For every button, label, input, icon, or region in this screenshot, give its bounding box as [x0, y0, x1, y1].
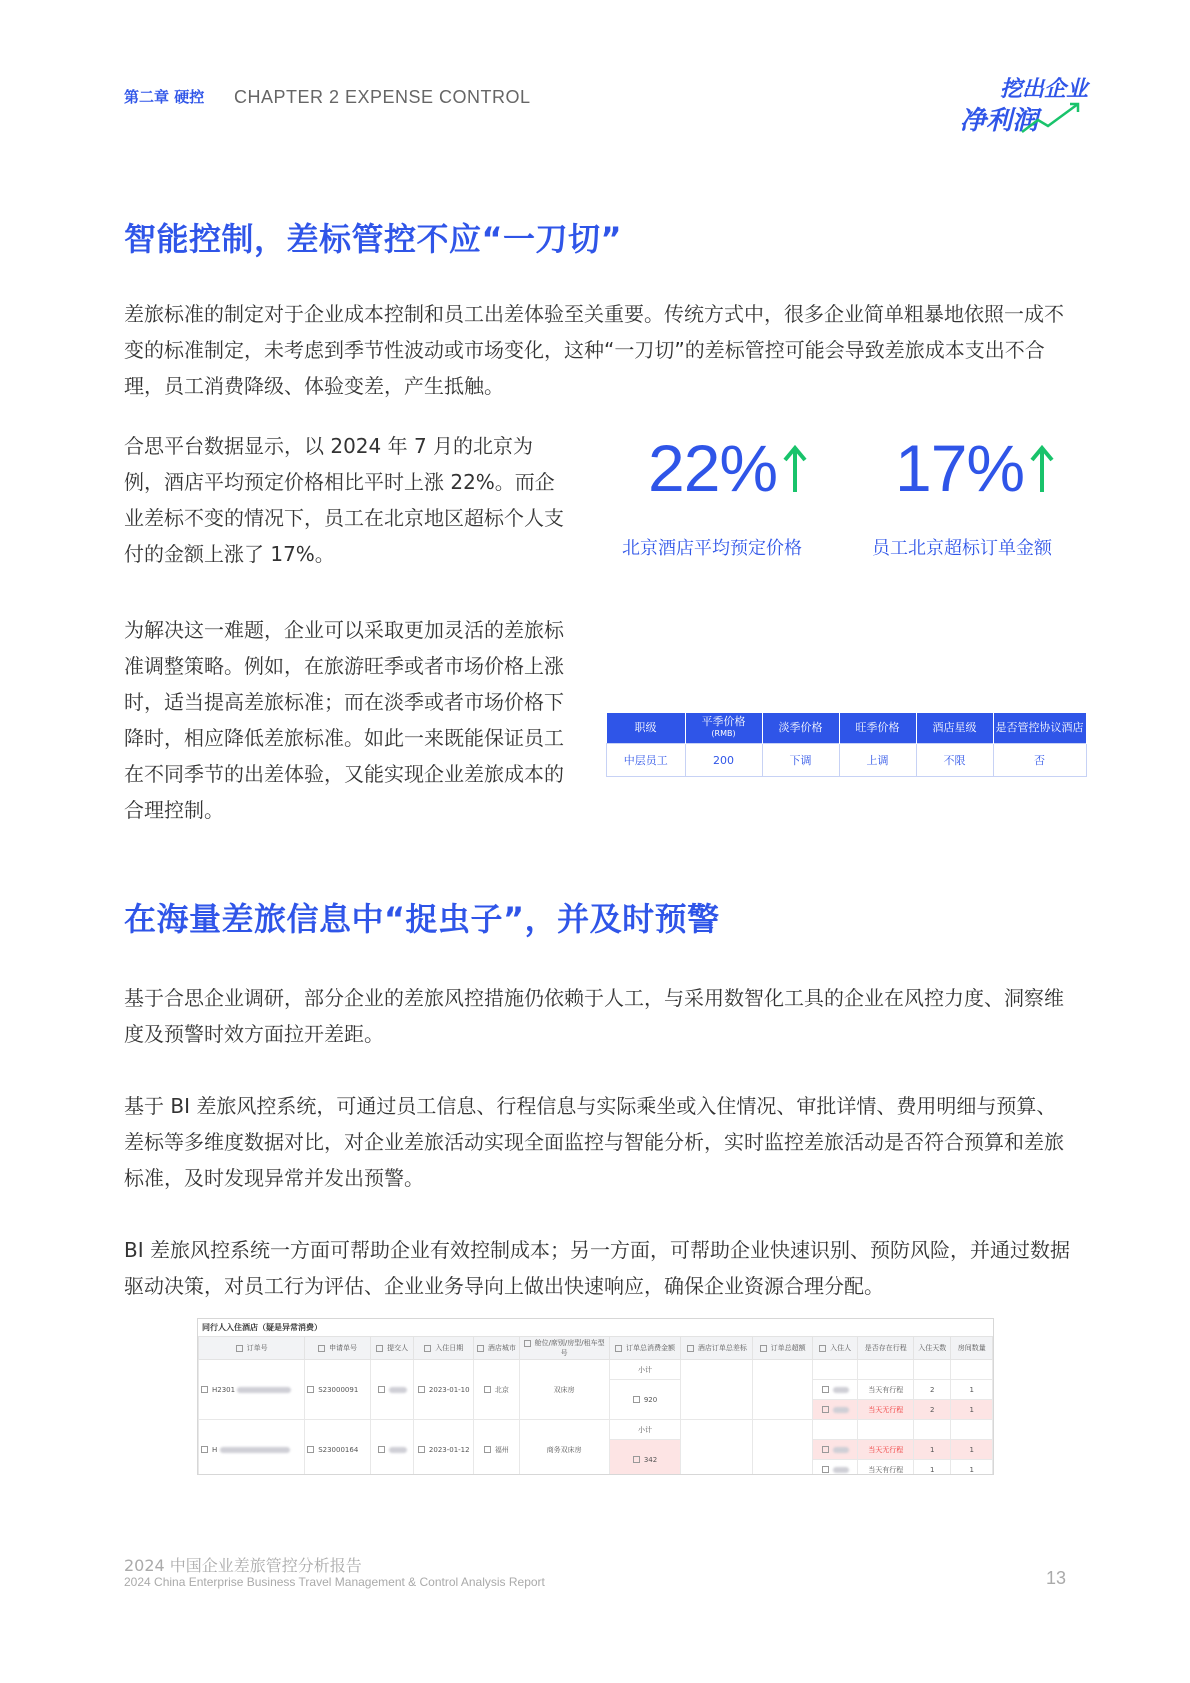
- logo-growth-arrow-icon: [1020, 100, 1084, 136]
- logo-line1: 挖出企业: [1000, 76, 1089, 102]
- cell-normal-price: 200: [685, 744, 762, 777]
- section1-solution-paragraph: 为解决这一难题，企业可以采取更加灵活的差旅标准调整策略。例如，在旅游旺季或者市场价格上涨时，适当提高差旅标准；而在淡季或者市场价格下降时，相应降低差旅标准。如此一来既能保证员工在不同季节的出差体验，又能实现企业差旅成本的合理控制。: [124, 618, 564, 822]
- table-row: 342 当天无行程 1 1: [199, 1440, 993, 1460]
- col-off-season: 淡季价格: [762, 713, 839, 744]
- table-row: 当天无行程 2 1: [199, 1400, 993, 1420]
- col-agreement-hotel: 是否管控协议酒店: [993, 713, 1086, 744]
- section1-title: 智能控制，差标管控不应“一刀切”: [124, 220, 623, 258]
- stat-hotel-price-label: 北京酒店平均预定价格: [622, 538, 802, 559]
- cell-agreement-hotel: 否: [993, 744, 1086, 777]
- cell-peak-season: 上调: [839, 744, 916, 777]
- cell-grade: 中层员工: [607, 744, 686, 777]
- section1-data-paragraph: 合思平台数据显示，以 2024 年 7 月的北京为例，酒店平均预定价格相比平时上涨 22%。而企业差标不变的情况下，员工在北京地区超标个人支付的金额上涨了 17%。: [124, 434, 564, 566]
- footer-title-cn: 2024 中国企业差旅管控分析报告: [124, 1556, 362, 1575]
- col-peak-season: 旺季价格: [839, 713, 916, 744]
- section2-paragraph3: BI 差旅风控系统一方面可帮助企业有效控制成本；另一方面，可帮助企业快速识别、预防风险，并通过数据驱动决策，对员工行为评估、企业业务导向上做出快速响应，确保企业资源合理分配。: [124, 1238, 1070, 1298]
- section1-intro: 差旅标准的制定对于企业成本控制和员工出差体验至关重要。传统方式中，很多企业简单粗暴地依照一成不变的标准制定，未考虑到季节性波动或市场变化，这种“一刀切”的差标管控可能会导致差旅成本支出不合理，员工消费降级、体验变差，产生抵触。: [124, 302, 1064, 398]
- page-number: 13: [1046, 1568, 1067, 1588]
- chapter-label: 第二章 硬控: [124, 88, 205, 106]
- section2-paragraph1: 基于合思企业调研，部分企业的差旅风控措施仍依赖于人工，与采用数智化工具的企业在风控力度、洞察维度及预警时效方面拉开差距。: [124, 986, 1064, 1046]
- table-header-row: 订单号 申请单号 提交人 入住日期 酒店城市 舱位/席别/房型/租车型号 订单总消费金额 酒店订单总差标 订单总超额 入住人 是否存在行程 入住天数 房间数量: [199, 1337, 993, 1360]
- section2-title: 在海量差旅信息中“捉虫子”，并及时预警: [124, 900, 720, 938]
- footer-title-en: 2024 China Enterprise Business Travel Management & Control Analysis Report: [124, 1575, 545, 1589]
- table-row: 920 当天有行程 2 1: [199, 1380, 993, 1400]
- section2-paragraph2: 基于 BI 差旅风控系统，可通过员工信息、行程信息与实际乘坐或入住情况、审批详情、费用明细与预算、差标等多维度数据对比，对企业差旅活动实现全面监控与智能分析，实时监控差旅活动是否符合预算和差旅标准，及时发现异常并发出预警。: [124, 1094, 1064, 1190]
- stat-over-budget-value: 17%: [895, 431, 1025, 505]
- anomaly-table: [198, 1336, 993, 1475]
- bi-report-screenshot: [197, 1318, 994, 1475]
- table-row: [607, 744, 1087, 777]
- up-arrow-icon: [782, 444, 808, 494]
- col-hotel-star: 酒店星级: [916, 713, 993, 744]
- cell-off-season: 下调: [762, 744, 839, 777]
- up-arrow-icon: [1029, 444, 1055, 494]
- logo-line2: 净利润: [960, 106, 1039, 136]
- col-grade: 职级: [607, 713, 686, 744]
- table-row: H2301 S23000091 2023-01-10 北京 双床房 小计: [199, 1360, 993, 1380]
- stat-hotel-price-value: 22%: [648, 431, 778, 505]
- table-row: H S23000164 2023-01-12 福州 商务双床房 小计: [199, 1420, 993, 1440]
- table-row: 当天有行程 1 1: [199, 1460, 993, 1476]
- travel-policy-table: [606, 713, 1087, 777]
- report-caption: 同行人入住酒店（疑是异常消费）: [202, 1323, 322, 1332]
- col-normal-price: 平季价格 (RMB): [685, 713, 762, 744]
- brand-logo: [960, 72, 1090, 142]
- chapter-title: CHAPTER 2 EXPENSE CONTROL: [234, 87, 531, 107]
- stat-over-budget-label: 员工北京超标订单金额: [872, 538, 1052, 559]
- cell-hotel-star: 不限: [916, 744, 993, 777]
